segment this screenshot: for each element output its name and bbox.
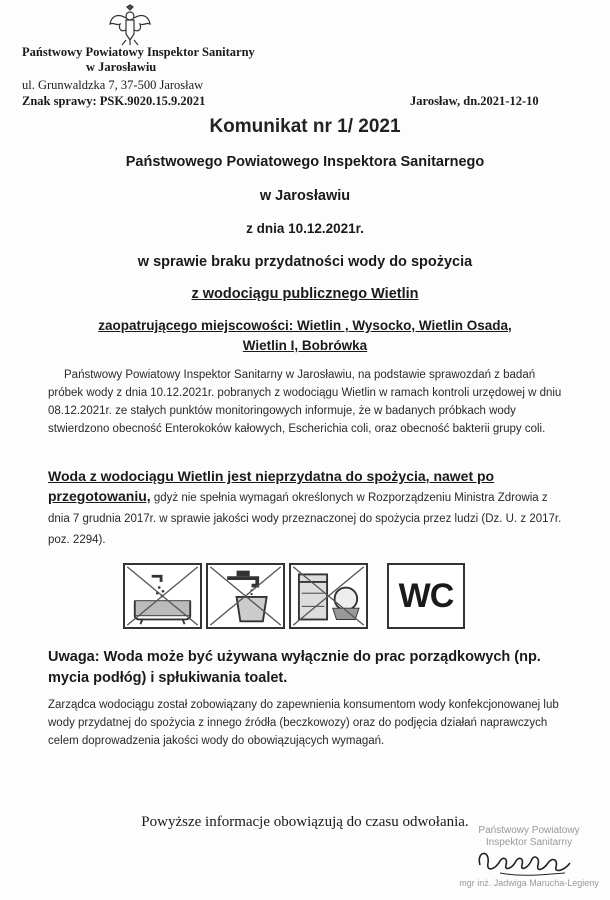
validity-statement: Powyższe informacje obowiązują do czasu odwołania. (141, 814, 469, 830)
polish-eagle-emblem-icon (108, 4, 152, 46)
subtitle-date: z dnia 10.12.2021r. (246, 221, 364, 236)
case-number: Znak sprawy: PSK.9020.15.9.2021 (22, 94, 206, 108)
office-city: w Jarosławiu (86, 60, 157, 74)
warning-paragraph (48, 466, 564, 549)
subtitle-authority: Państwowego Powiatowego Inspektora Sanitarnego (125, 154, 485, 170)
subtitle-localities-cont: Wietlin I, Bobrówka (242, 338, 368, 353)
subtitle-subject: w sprawie braku przydatności wody do spożycia (137, 254, 473, 270)
place-date: Jarosław, dn.2021-12-10 (410, 94, 539, 108)
subtitle-waterworks: z wodociągu publicznego Wietlin (191, 286, 419, 302)
bathtub-crossed-icon (123, 563, 202, 629)
stamp-line1: Państwowy Powiatowy (478, 825, 580, 836)
warning-bold: Woda z wodociągu Wietlin jest nieprzydatna do spożycia, nawet po przegotowaniu, (48, 468, 495, 504)
dishwasher-crossed-icon (289, 563, 368, 629)
wc-icon: WC (387, 563, 465, 629)
stamp-line2: Inspektor Sanitarny (485, 837, 573, 848)
tap-glass-crossed-icon (206, 563, 285, 629)
paragraph-measures: Zarządca wodociągu został zobowiązany do zapewnienia konsumentom wody konfekcjonowanej lub wody przydatnej do spożycia z innego źródła (beczkowozy) oraz do podjęcia działań naprawczych celem doprowadzenia jakości wody do obowiązujących wymagań. (48, 699, 559, 747)
page-title: Komunikat nr 1/ 2021 (209, 116, 401, 137)
handwritten-signature (470, 843, 580, 883)
office-address: ul. Grunwaldzka 7, 37-500 Jarosław (22, 78, 204, 92)
subtitle-localities: zaopatrującego miejscowości: Wietlin , Wysocko, Wietlin Osada, (98, 318, 512, 333)
stamp-line3: mgr inż. Jadwiga Marucha-Legieny (459, 878, 599, 888)
usage-note: Uwaga: Woda może być używana wyłącznie do prac porządkowych (np. mycia podłóg) i spłukiwania toalet. (48, 649, 541, 686)
paragraph-test-results: Państwowy Powiatowy Inspektor Sanitarny w Jarosławiu, na podstawie sprawozdań z badań próbek wody z dnia 10.12.2021r. pobranych z wodociągu Wietlin w ramach kontroli urzędowej w dniu 08.12.2021r. ze stałych punktów monitoringowych informuje, że w badanych próbkach wody stwierdzono obecność Enterokoków kałowych, Escherichia coli, oraz obecność bakterii grupy coli. (48, 369, 562, 435)
office-name: Państwowy Powiatowy Inspektor Sanitarny (22, 45, 255, 59)
subtitle-city: w Jarosławiu (259, 188, 351, 204)
warning-rest: gdyż nie spełnia wymagań określonych w Rozporządzeniu Ministra Zdrowia z dnia 7 grudnia 2017r. w sprawie jakości wody przeznaczonej do spożycia przez ludzi (Dz. U. z 2017r. poz. 2294). (48, 492, 562, 546)
